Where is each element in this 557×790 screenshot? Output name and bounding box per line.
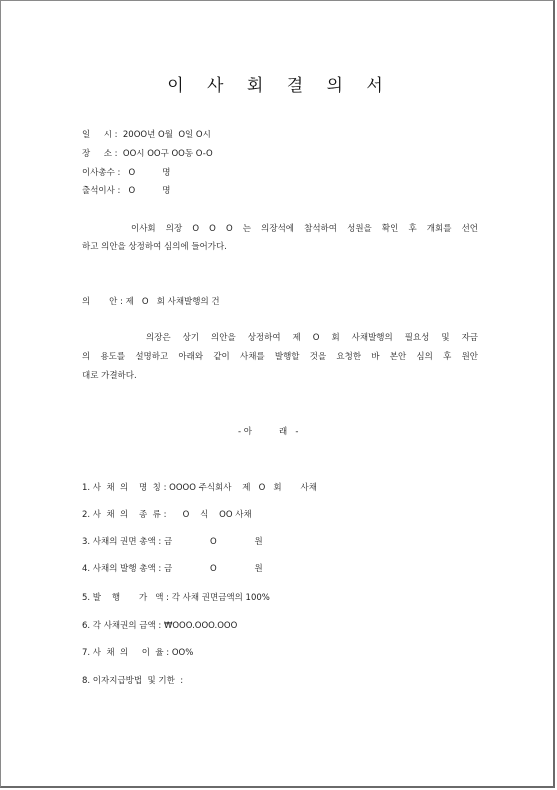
item-line: 6. 각 사채권의 금액 : ₩OOO.OOO.OOO	[82, 621, 238, 631]
resolution-paragraph-line: 의 용도를 설명하고 아래와 같이 사채를 발행할 것을 요청한 바 본안 심의 후 원안	[82, 352, 478, 362]
item-line: 3. 사채의 권면 총액 : 금 O 원	[82, 537, 263, 547]
opening-paragraph-line: 하고 의안을 상정하여 심의에 들어가다.	[82, 242, 227, 252]
meeting-date: 일 시 : 20OO년 O월 O일 O시	[82, 130, 211, 140]
item-line: 2. 사 채 의 종 류 : O 식 OO 사채	[82, 510, 252, 520]
document-title: 이 사 회 결 의 서	[167, 76, 392, 96]
item-line: 8. 이자지급방법 및 기한 :	[82, 676, 184, 686]
meeting-place: 장 소 : OO시 OO구 OO동 O-O	[82, 149, 213, 159]
item-line: 4. 사채의 발행 총액 : 금 O 원	[82, 564, 263, 574]
directors-total: 이사총수 : O 명	[82, 168, 171, 178]
resolution-paragraph-line: 대로 가결하다.	[82, 371, 137, 381]
opening-paragraph-line: 이사회 의장 O O O 는 의장석에 참석하여 성원을 확인 후 개회를 선언	[131, 224, 478, 234]
agenda-line: 의 안 : 제 O 회 사채발행의 건	[82, 297, 220, 307]
item-line: 7. 사 채 의 이 율 : OO%	[82, 648, 194, 658]
resolution-paragraph-line: 의장은 상기 의안을 상정하여 제 O 회 사채발행의 필요성 및 자금	[146, 333, 478, 343]
directors-present: 출석이사 : O 명	[82, 186, 171, 196]
item-line: 1. 사 채 의 명 칭 : OOOO 주식회사 제 O 회 사채	[82, 483, 317, 493]
item-line: 5. 발 행 가 액 : 각 사채 권면금액의 100%	[82, 593, 270, 603]
notice-heading: - 아 래 -	[238, 427, 299, 437]
